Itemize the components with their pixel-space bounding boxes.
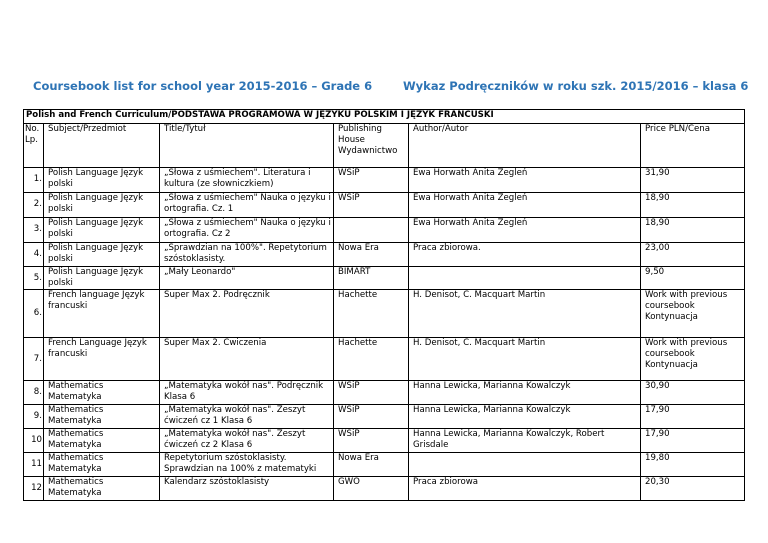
cell-title: „Słowa z uśmiechem" Nauka o języku i ortografia. Cz 2 (160, 218, 334, 243)
cell-title: „Matematyka wokół nas". Zeszyt ćwiczeń cz 2 Klasa 6 (160, 429, 334, 453)
cell-author: Ewa Horwath Anita Żegleń (409, 168, 641, 193)
cell-subject: French Language Język francuski (44, 338, 160, 381)
header-author: Author/Autor (409, 124, 641, 168)
cell-price: 17,90 (641, 429, 745, 453)
cell-title: „Słowa z uśmiechem" Nauka o języku i ortografia. Cz. 1 (160, 193, 334, 218)
cell-title: „Matematyka wokół nas". Zeszyt ćwiczeń cz 1 Klasa 6 (160, 405, 334, 429)
table-row (24, 243, 745, 267)
cell-no: 10 (24, 429, 44, 453)
cell-no: 11 (24, 453, 44, 477)
cell-no: 9. (24, 405, 44, 429)
cell-subject: Mathematics Matematyka (44, 381, 160, 405)
table-row (24, 193, 745, 218)
cell-no: 1. (24, 168, 44, 193)
cell-price: 9,50 (641, 267, 745, 290)
cell-author: Praca zbiorowa (409, 477, 641, 501)
header-subject: Subject/Przedmiot (44, 124, 160, 168)
cell-price: Work with previous coursebook Kontynuacja (641, 290, 745, 338)
cell-publisher: Nowa Era (334, 243, 409, 267)
cell-publisher: WSiP (334, 381, 409, 405)
coursebook-table-container (23, 109, 744, 501)
cell-no: 2. (24, 193, 44, 218)
cell-title: Kalendarz szóstoklasisty (160, 477, 334, 501)
table-row (24, 218, 745, 243)
cell-author: Hanna Lewicka, Marianna Kowalczyk, Robert Grisdale (409, 429, 641, 453)
cell-subject: Mathematics Matematyka (44, 453, 160, 477)
cell-title: „Słowa z uśmiechem". Literatura i kultura (ze słowniczkiem) (160, 168, 334, 193)
cell-author: Ewa Horwath Anita Żegleń (409, 218, 641, 243)
cell-publisher: BIMART (334, 267, 409, 290)
table-row (24, 168, 745, 193)
cell-subject: Polish Language Język polski (44, 193, 160, 218)
table-row (24, 338, 745, 381)
cell-title: Super Max 2. Podręcznik (160, 290, 334, 338)
cell-subject: Mathematics Matematyka (44, 429, 160, 453)
section-row (24, 110, 745, 124)
cell-price: 19,80 (641, 453, 745, 477)
cell-no: 7. (24, 338, 44, 381)
table-row (24, 453, 745, 477)
table-row (24, 477, 745, 501)
header-price: Price PLN/Cena (641, 124, 745, 168)
title-english: Coursebook list for school year 2015-2016 – Grade 6 (33, 79, 373, 93)
header-no: No. Lp. (24, 124, 44, 168)
cell-price: 18,90 (641, 193, 745, 218)
cell-author: Praca zbiorowa. (409, 243, 641, 267)
cell-no: 3. (24, 218, 44, 243)
cell-title: „Sprawdzian na 100%". Repetytorium szóstoklasisty. (160, 243, 334, 267)
cell-subject: Polish Language Język polski (44, 168, 160, 193)
cell-no: 4. (24, 243, 44, 267)
cell-price: 30,90 (641, 381, 745, 405)
cell-price: Work with previous coursebook Kontynuacja (641, 338, 745, 381)
cell-subject: Polish Language Język polski (44, 267, 160, 290)
cell-no: 5. (24, 267, 44, 290)
cell-author: H. Denisot, C. Macquart Martin (409, 290, 641, 338)
cell-publisher: WSiP (334, 405, 409, 429)
cell-author: Hanna Lewicka, Marianna Kowalczyk (409, 405, 641, 429)
cell-publisher: WSiP (334, 193, 409, 218)
cell-subject: Mathematics Matematyka (44, 477, 160, 501)
cell-publisher: WSiP (334, 429, 409, 453)
cell-publisher: WSiP (334, 168, 409, 193)
cell-no: 12 (24, 477, 44, 501)
cell-subject: French language Język francuski (44, 290, 160, 338)
header-publisher: Publishing House Wydawnictwo (334, 124, 409, 168)
cell-author: Ewa Horwath Anita Żegleń (409, 193, 641, 218)
cell-price: 20,30 (641, 477, 745, 501)
coursebook-table (23, 109, 745, 501)
cell-author: Hanna Lewicka, Marianna Kowalczyk (409, 381, 641, 405)
table-row (24, 405, 745, 429)
table-row (24, 267, 745, 290)
cell-title: „Mały Leonardo" (160, 267, 334, 290)
cell-title: Super Max 2. Ćwiczenia (160, 338, 334, 381)
table-row (24, 381, 745, 405)
cell-author (409, 453, 641, 477)
cell-no: 8. (24, 381, 44, 405)
cell-title: „Matematyka wokół nas". Podręcznik Klasa 6 (160, 381, 334, 405)
cell-subject: Polish Language Język polski (44, 243, 160, 267)
table-row (24, 290, 745, 338)
cell-price: 17,90 (641, 405, 745, 429)
cell-publisher: Nowa Era (334, 453, 409, 477)
cell-publisher: Hachette (334, 338, 409, 381)
cell-subject: Polish Language Język polski (44, 218, 160, 243)
cell-subject: Mathematics Matematyka (44, 405, 160, 429)
cell-publisher: Hachette (334, 290, 409, 338)
cell-price: 31,90 (641, 168, 745, 193)
section-title: Polish and French Curriculum/PODSTAWA PROGRAMOWA W JĘZYKU POLSKIM I JĘZYK FRANCUSKI (24, 110, 745, 124)
table-body (24, 110, 745, 501)
header-row (24, 124, 745, 168)
cell-author (409, 267, 641, 290)
cell-author: H. Denisot, C. Macquart Martin (409, 338, 641, 381)
cell-title: Repetytorium szóstoklasisty. Sprawdzian na 100% z matematyki (160, 453, 334, 477)
title-polish: Wykaz Podręczników w roku szk. 2015/2016 – klasa 6 (403, 79, 749, 93)
cell-price: 23,00 (641, 243, 745, 267)
document-header (0, 79, 768, 95)
cell-price: 18,90 (641, 218, 745, 243)
cell-publisher (334, 218, 409, 243)
table-row (24, 429, 745, 453)
cell-publisher: GWO (334, 477, 409, 501)
cell-no: 6. (24, 290, 44, 338)
header-title: Title/Tytuł (160, 124, 334, 168)
